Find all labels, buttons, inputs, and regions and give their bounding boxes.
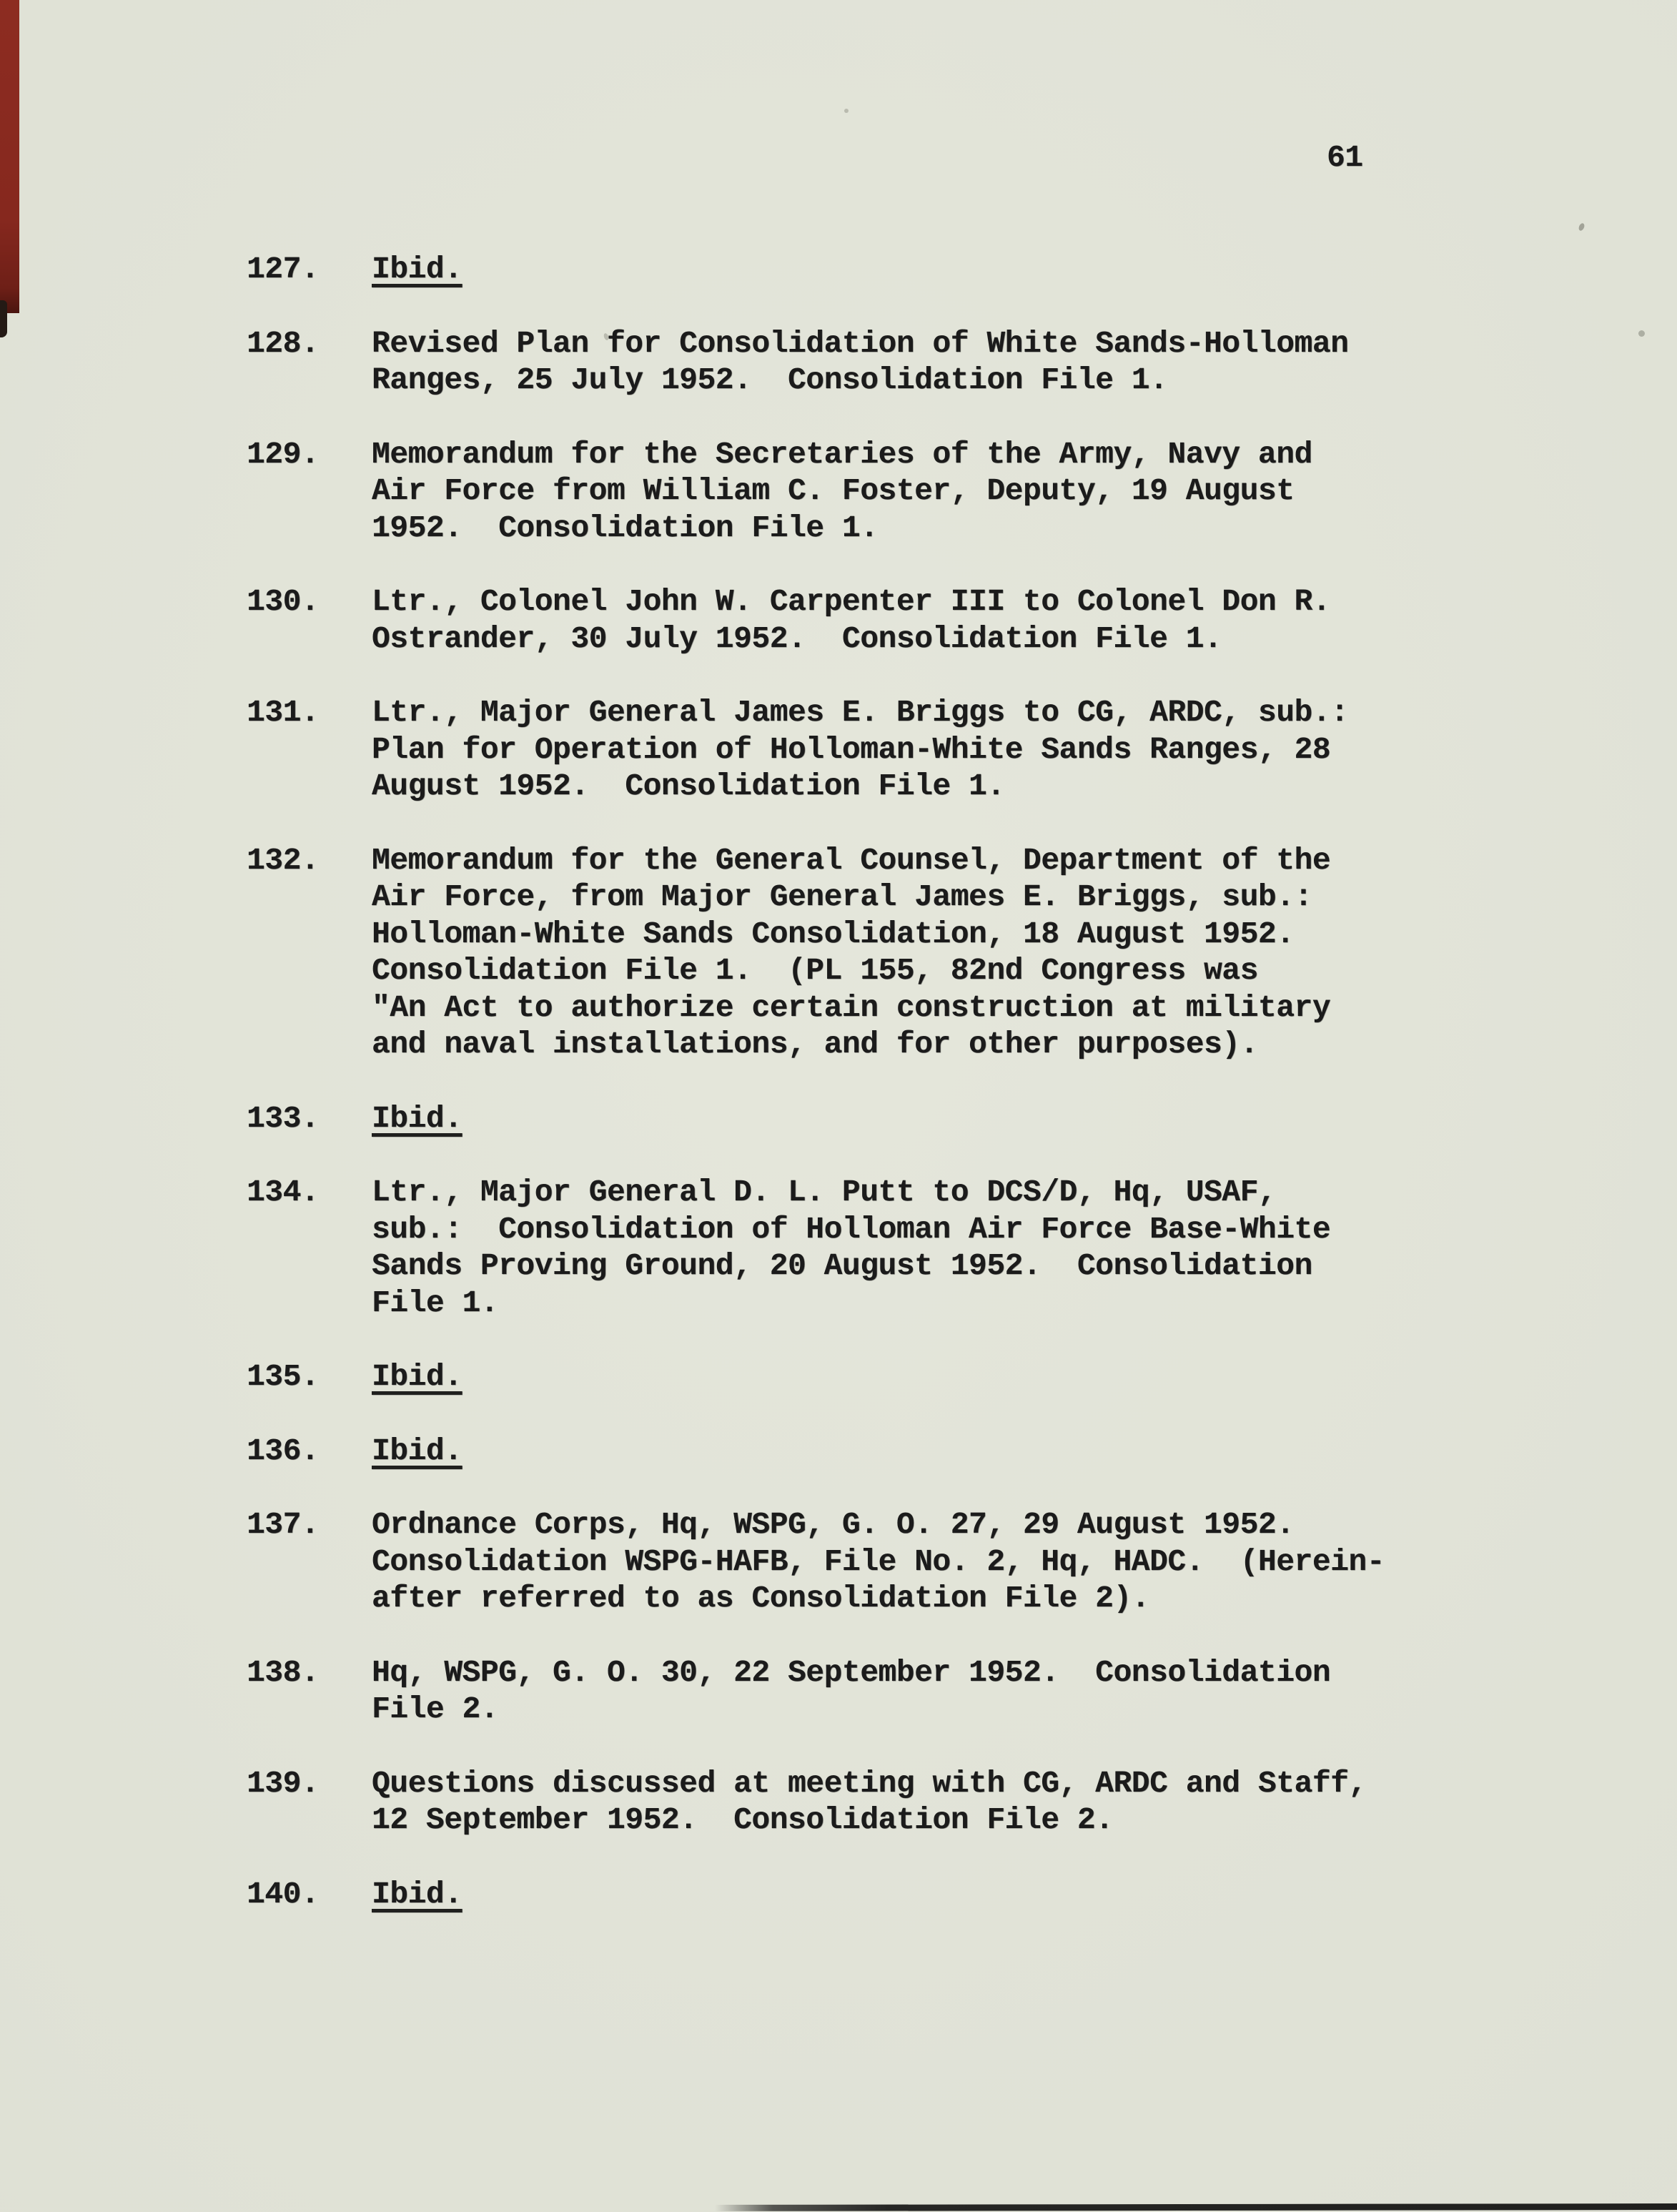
reference-line: Ibid. [372, 1433, 462, 1468]
reference-number: 133. [247, 1100, 320, 1136]
reference-line: 1952. Consolidation File 1. [372, 510, 879, 545]
reference-line: Ostrander, 30 July 1952. Consolidation File 1. [372, 621, 1222, 656]
reference-line: Ltr., Major General James E. Briggs to CG, ARDC, sub.: [372, 695, 1349, 730]
reference-number: 134. [247, 1175, 320, 1210]
reference-entry [247, 1876, 1476, 1913]
scan-speck [844, 109, 849, 113]
reference-line: Ltr., Colonel John W. Carpenter III to Colonel Don R. [372, 584, 1331, 619]
reference-entry [247, 1654, 1476, 1728]
reference-entry [247, 1765, 1476, 1839]
reference-number: 132. [247, 842, 320, 878]
reference-text [372, 1100, 462, 1137]
reference-line: Ibid. [372, 252, 462, 287]
reference-entry [247, 436, 1476, 547]
reference-entry [247, 842, 1476, 1063]
reference-entry [247, 1358, 1476, 1396]
reference-line: Consolidation File 1. (PL 155, 82nd Congress was [372, 953, 1258, 988]
page-number: 61 [1327, 140, 1363, 175]
reference-line: 12 September 1952. Consolidation File 2. [372, 1802, 1114, 1837]
reference-entry [247, 583, 1476, 657]
reference-line: "An Act to authorize certain construction at military [372, 989, 1331, 1025]
reference-number: 129. [247, 436, 320, 472]
reference-line: Holloman-White Sands Consolidation, 18 August 1952. [372, 916, 1295, 952]
reference-entry [247, 1433, 1476, 1470]
reference-text [372, 1765, 1367, 1839]
reference-number: 138. [247, 1654, 320, 1690]
reference-line: after referred to as Consolidation File 2). [372, 1581, 1150, 1616]
reference-line: sub.: Consolidation of Holloman Air Force Base-White [372, 1211, 1331, 1247]
reference-line: Revised Plan for Consolidation of White Sands-Holloman [372, 325, 1349, 361]
reference-entry [247, 325, 1476, 399]
reference-text [372, 1358, 462, 1396]
reference-line: Memorandum for the General Counsel, Department of the [372, 842, 1331, 878]
reference-number: 140. [247, 1876, 320, 1912]
reference-number: 137. [247, 1507, 320, 1542]
reference-text [372, 1876, 462, 1913]
reference-entry [247, 251, 1476, 288]
reference-number: 131. [247, 695, 320, 730]
reference-line: Ordnance Corps, Hq, WSPG, G. O. 27, 29 August 1952. [372, 1507, 1295, 1542]
reference-text [372, 1433, 462, 1470]
reference-text [372, 583, 1330, 657]
reference-text [372, 325, 1348, 399]
red-ribbon-tail-mark [0, 300, 7, 337]
reference-number: 127. [247, 252, 320, 287]
reference-text [372, 1654, 1330, 1728]
reference-line: Ranges, 25 July 1952. Consolidation File 1. [372, 362, 1168, 398]
reference-line: Consolidation WSPG-HAFB, File No. 2, Hq, HADC. (Herein- [372, 1544, 1385, 1579]
reference-line: Air Force from William C. Foster, Deputy, 19 August [372, 473, 1295, 508]
reference-text [372, 694, 1348, 805]
reference-line: Questions discussed at meeting with CG, ARDC and Staff, [372, 1765, 1367, 1801]
reference-text [372, 436, 1312, 547]
reference-text [372, 1174, 1330, 1321]
reference-entry [247, 1506, 1476, 1617]
reference-number: 128. [247, 325, 320, 361]
reference-number: 130. [247, 584, 320, 619]
reference-line: Hq, WSPG, G. O. 30, 22 September 1952. Consolidation [372, 1654, 1331, 1690]
scan-speck [1638, 330, 1645, 337]
reference-line: File 2. [372, 1692, 499, 1727]
scanner-edge-line [715, 2203, 1677, 2211]
reference-line: August 1952. Consolidation File 1. [372, 769, 1005, 804]
reference-line: Air Force, from Major General James E. Briggs, sub.: [372, 879, 1312, 914]
reference-line: Ltr., Major General D. L. Putt to DCS/D, Hq, USAF, [372, 1175, 1277, 1210]
reference-entry [247, 1174, 1476, 1321]
reference-number: 139. [247, 1765, 320, 1801]
reference-line: Memorandum for the Secretaries of the Army, Navy and [372, 436, 1312, 472]
reference-list [247, 251, 1476, 1950]
reference-line: Plan for Operation of Holloman-White Sands Ranges, 28 [372, 731, 1331, 767]
reference-line: File 1. [372, 1285, 499, 1320]
reference-text [372, 842, 1330, 1063]
reference-line: Ibid. [372, 1359, 462, 1394]
reference-number: 135. [247, 1359, 320, 1394]
reference-line: and naval installations, and for other purposes). [372, 1027, 1258, 1062]
scan-speck [1578, 222, 1586, 232]
reference-line: Ibid. [372, 1100, 462, 1136]
reference-line: Ibid. [372, 1876, 462, 1912]
red-ribbon-edge [0, 0, 19, 313]
reference-entry [247, 694, 1476, 805]
reference-text [372, 251, 462, 288]
reference-entry [247, 1100, 1476, 1137]
reference-number: 136. [247, 1433, 320, 1468]
reference-text [372, 1506, 1385, 1617]
reference-line: Sands Proving Ground, 20 August 1952. Consolidation [372, 1248, 1312, 1283]
